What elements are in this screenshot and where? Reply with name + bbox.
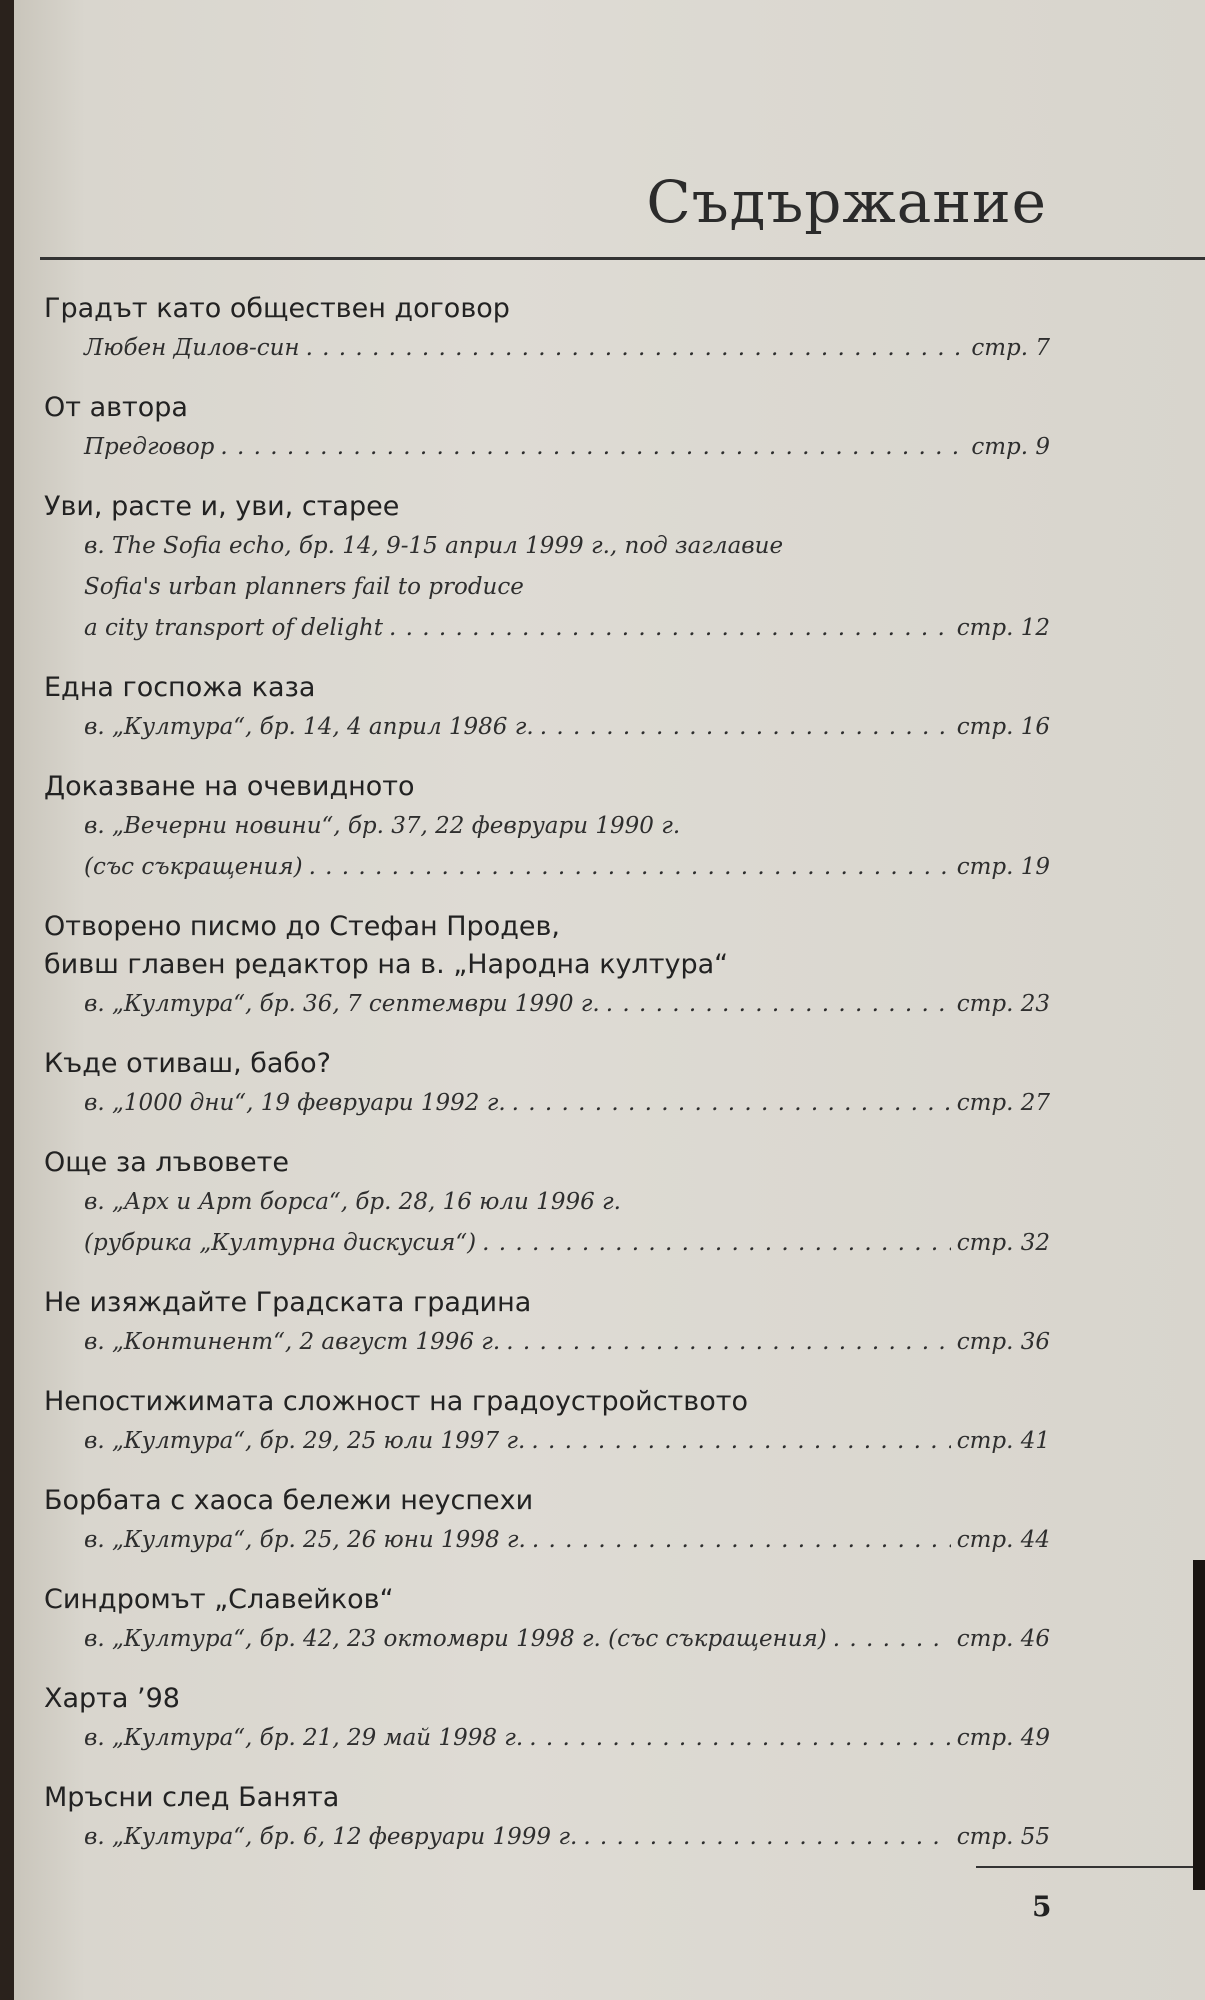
toc-entry-source-text: в. „Култура“, бр. 14, 4 април 1986 г. [84,714,534,740]
toc-entry-source-text: в. „Култура“, бр. 25, 26 юни 1998 г. [84,1527,526,1553]
toc-entry-source-line [84,427,1050,468]
toc-entry [44,488,1050,649]
toc-entry [44,389,1050,468]
toc-entry [44,1284,1050,1363]
toc-entry-page: стр. 49 [956,1725,1050,1751]
toc-entry-title: Борбата с хаоса бележи неуспехи [44,1485,534,1516]
page-number: 5 [1032,1890,1052,1923]
page-title: Съдържание [646,168,1047,236]
toc-entry-source-text: Предговор [84,434,215,460]
toc-entry [44,1482,1050,1561]
toc-entry-title: Харта ’98 [44,1683,180,1714]
toc-entry-source-text: в. „Култура“, бр. 21, 29 май 1998 г. [84,1725,524,1751]
toc-entry [44,768,1050,888]
toc-entry [44,1045,1050,1124]
toc-entry [44,1680,1050,1759]
toc-entry-source-text: в. „Култура“, бр. 6, 12 февруари 1999 г. [84,1824,578,1850]
toc-entry-source-text: (със съкращения) [84,854,303,880]
toc-entry-source-text: Sofia's urban planners fail to produce [84,574,524,600]
toc-entry-title: Непостижимата сложност на градоустройството [44,1386,748,1417]
dot-leader [529,1718,950,1759]
book-page [14,0,1205,2000]
toc-entry-page: стр. 46 [956,1626,1050,1652]
toc-entry-title: Мръсни след Банята [44,1782,340,1813]
toc-entry-source-line [84,707,1050,748]
toc-entry-title: Не изяждайте Градската градина [44,1287,532,1318]
book-spine-shadow [1193,1560,1205,1890]
toc-entry-title: Отворено писмо до Стефан Продев, [44,911,560,942]
toc-entry-title: От автора [44,392,188,423]
toc-entry-page: стр. 27 [956,1090,1050,1116]
toc-entry-title-cont: бивш главен редактор на в. „Народна култура“ [44,949,729,980]
title-rule [40,257,1205,260]
toc-entry-page: стр. 12 [956,615,1050,641]
dot-leader [389,608,951,649]
toc-entry-source-line [84,1223,1050,1264]
toc-entry [44,1581,1050,1660]
dot-leader [482,1223,951,1264]
toc-entry [44,908,1050,1025]
toc-entry-source-text: в. The Sofia echo, бр. 14, 9-15 април 1999 г., под заглавие [84,533,784,559]
toc-entry-source-text: в. „Арх и Арт борса“, бр. 28, 16 юли 1996 г. [84,1189,621,1215]
footer-rule [976,1866,1205,1868]
toc-entry [44,669,1050,748]
toc-entry-source-line [84,847,1050,888]
toc-entry-title: Уви, расте и, уви, старее [44,491,400,522]
toc-entry-page: стр. 41 [956,1428,1050,1454]
toc-entry-page: стр. 32 [956,1230,1050,1256]
toc-entry-source [84,1182,1050,1223]
toc-entry-source-text: в. „Култура“, бр. 36, 7 септември 1990 г. [84,991,600,1017]
toc-entry-title: Градът като обществен договор [44,293,510,324]
toc-entry-source-text: (рубрика „Културна дискусия“) [84,1230,477,1256]
toc-entry-source-text: в. „1000 дни“, 19 февруари 1992 г. [84,1090,506,1116]
toc-entry-page: стр. 23 [956,991,1050,1017]
toc-entry-source-text: в. „Континент“, 2 август 1996 г. [84,1329,501,1355]
toc-entry-page: стр. 16 [956,714,1050,740]
toc-entry-source-line [84,1817,1050,1858]
dot-leader [306,328,966,369]
toc-entry-title: Още за лъвовете [44,1147,289,1178]
toc-entry [44,1383,1050,1462]
toc-entry-page: стр. 44 [956,1527,1050,1553]
toc-entry-source-line [84,1520,1050,1561]
toc-entry-title: Синдромът „Славейков“ [44,1584,394,1615]
toc-entry-source-text: в. „Вечерни новини“, бр. 37, 22 февруари 1990 г. [84,813,681,839]
dot-leader [309,847,951,888]
toc-entry-source-line [84,1322,1050,1363]
toc-entry-title: Къде отиваш, бабо? [44,1048,331,1079]
toc-entry-source [84,567,1050,608]
toc-entry-source-text: в. „Култура“, бр. 42, 23 октомври 1998 г. (със съкращения) [84,1626,827,1652]
toc-entry-title: Доказване на очевидното [44,771,415,802]
toc-entry-page: стр. 19 [956,854,1050,880]
table-of-contents [44,290,1050,1878]
dot-leader [606,984,951,1025]
toc-entry-source-text: a city transport of delight [84,615,383,641]
dot-leader [532,1520,951,1561]
toc-entry-source [84,806,1050,847]
toc-entry-source-line [84,1083,1050,1124]
toc-entry [44,1144,1050,1264]
dot-leader [220,427,965,468]
toc-entry-source-line [84,1619,1050,1660]
dot-leader [540,707,951,748]
toc-entry-source-line [84,1718,1050,1759]
dot-leader [531,1421,950,1462]
dot-leader [512,1083,951,1124]
dot-leader [583,1817,950,1858]
dot-leader [506,1322,950,1363]
toc-entry [44,290,1050,369]
toc-entry-title: Една госпожа каза [44,672,316,703]
toc-entry-source-text: в. „Култура“, бр. 29, 25 юли 1997 г. [84,1428,526,1454]
toc-entry-page: стр. 9 [971,434,1050,460]
toc-entry-source-line [84,328,1050,369]
toc-entry-page: стр. 55 [956,1824,1050,1850]
toc-entry-page: стр. 7 [971,335,1050,361]
toc-entry [44,1779,1050,1858]
toc-entry-page: стр. 36 [956,1329,1050,1355]
toc-entry-source [84,526,1050,567]
toc-entry-source-line [84,608,1050,649]
toc-entry-source-text: Любен Дилов-син [84,335,300,361]
toc-entry-source-line [84,984,1050,1025]
dot-leader [833,1619,951,1660]
toc-entry-source-line [84,1421,1050,1462]
